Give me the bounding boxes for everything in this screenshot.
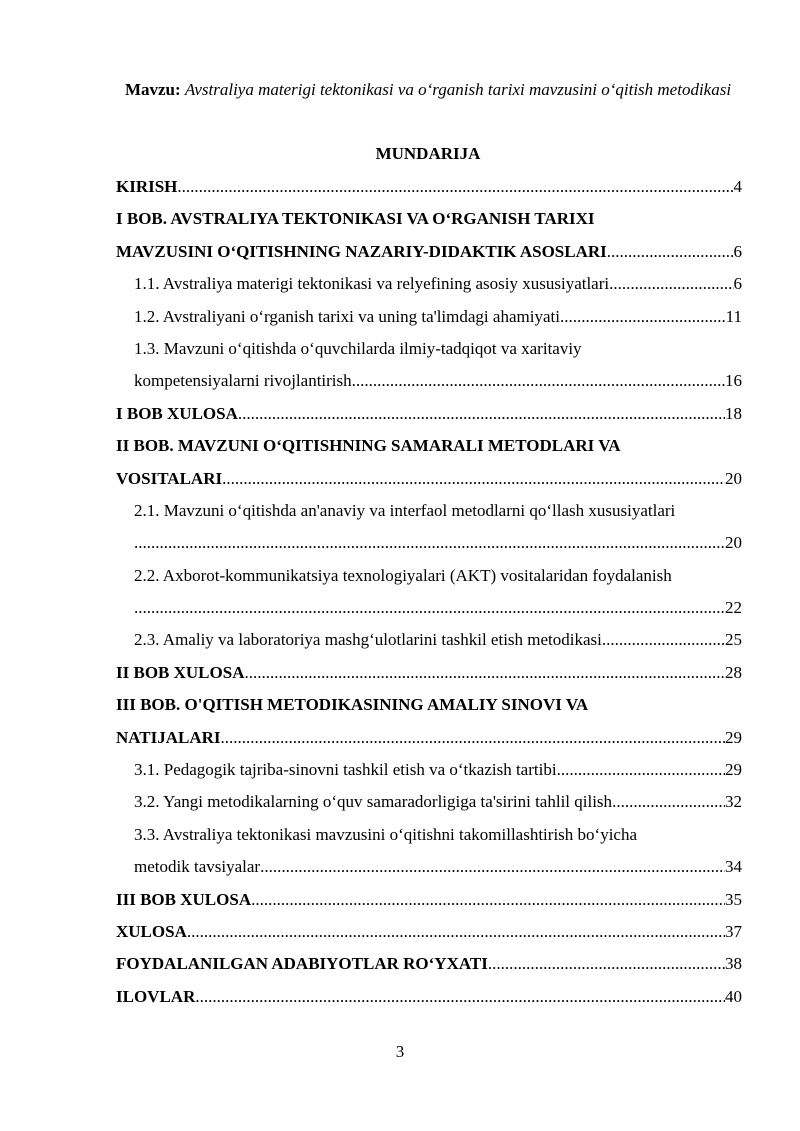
toc-entry-title: III BOB XULOSA xyxy=(116,889,252,909)
topic-label: Mavzu: xyxy=(124,80,181,99)
toc-leader-dots xyxy=(134,592,725,624)
toc-entry-page: 29 xyxy=(725,760,742,780)
toc-entry-page: 4 xyxy=(733,177,742,196)
toc-leader-dots xyxy=(187,916,725,948)
toc-entry xyxy=(116,463,742,495)
toc-entry xyxy=(116,365,742,397)
toc-entry-page: 22 xyxy=(725,598,742,618)
toc-leader-dots xyxy=(177,171,733,203)
toc-entry xyxy=(116,527,742,559)
toc-entry-title: III BOB. O'QITISH METODIKASINING AMALIY SINOVI VA xyxy=(116,695,589,715)
document-topic xyxy=(110,74,746,106)
toc-entry-title: 2.1. Mavzuni o‘qitishda an'anaviy va interfaol metodlarni qo‘llash xususiyatlari xyxy=(134,500,676,520)
toc-leader-dots xyxy=(560,301,726,333)
toc-leader-dots xyxy=(222,463,725,495)
topic-text: Avstraliya materigi tektonikasi va o‘rganish tarixi mavzusini o‘qitish metodikasi xyxy=(184,80,732,99)
toc-entry-title: II BOB. MAVZUNI O‘QITISHNING SAMARALI METODLARI VA xyxy=(116,436,621,456)
toc-heading: MUNDARIJA xyxy=(375,144,481,163)
toc-entry-title: I BOB XULOSA xyxy=(116,403,238,423)
toc-entry-title: ILOVLAR xyxy=(116,986,196,1006)
toc-entry-title: NATIJALARI xyxy=(116,727,221,747)
toc-entry xyxy=(116,268,742,300)
toc-entry-page: 18 xyxy=(725,403,742,423)
toc-leader-dots xyxy=(609,268,733,300)
toc-entry-title: FOYDALANILGAN ADABIYOTLAR RO‘YXATI xyxy=(116,954,488,974)
toc-entry-page: 34 xyxy=(725,857,742,877)
toc-leader-dots xyxy=(221,722,725,754)
toc-entry xyxy=(116,819,742,851)
toc-entry-page: 29 xyxy=(725,727,742,747)
toc-entry-page: 16 xyxy=(725,371,742,391)
toc-entry xyxy=(116,171,742,203)
toc-leader-dots xyxy=(602,624,725,656)
toc-entry xyxy=(116,560,742,592)
toc-entry xyxy=(116,203,742,235)
toc-entry-page: 35 xyxy=(725,889,742,909)
toc-entry xyxy=(116,916,742,948)
toc-leader-dots xyxy=(607,236,734,268)
toc-entry-title: 2.3. Amaliy va laboratoriya mashg‘ulotlarini tashkil etish metodikasi xyxy=(134,630,602,650)
toc-leader-dots xyxy=(134,527,725,559)
toc-leader-dots xyxy=(557,754,725,786)
toc-entry-title: 3.2. Yangi metodikalarning o‘quv samaradorligiga ta'sirini tahlil qilish xyxy=(134,792,613,812)
toc-entry-title: I BOB. AVSTRALIYA TEKTONIKASI VA O‘RGANISH TARIXI xyxy=(116,209,595,229)
toc-entry-title: II BOB XULOSA xyxy=(116,662,245,682)
toc-entry xyxy=(116,236,742,268)
toc-entry xyxy=(116,333,742,365)
toc-entry-title: 2.2. Axborot-kommunikatsiya texnologiyalari (AKT) vositalaridan foydalanish xyxy=(134,565,672,585)
toc-entry-title: metodik tavsiyalar xyxy=(134,857,261,877)
toc-entry-title: XULOSA xyxy=(116,921,187,941)
toc-entry xyxy=(116,592,742,624)
toc-entry-title: 3.1. Pedagogik tajriba-sinovni tashkil etish va o‘tkazish tartibi xyxy=(134,760,557,780)
toc-entry-page: 20 xyxy=(725,468,742,488)
toc-entry-page: 40 xyxy=(725,986,742,1006)
toc-entry xyxy=(116,884,742,916)
toc-entry xyxy=(116,624,742,656)
toc-leader-dots xyxy=(352,365,725,397)
toc-entry-page: 20 xyxy=(725,533,742,553)
toc-entry-title: 3.3. Avstraliya tektonikasi mavzusini o‘qitishni takomillashtirish bo‘yicha xyxy=(134,824,638,844)
toc-entry xyxy=(116,657,742,689)
toc-entry xyxy=(116,722,742,754)
toc-entry xyxy=(116,689,742,721)
toc-entry-title: 1.1. Avstraliya materigi tektonikasi va relyefining asosiy xususiyatlari xyxy=(134,274,610,294)
toc-entry xyxy=(116,430,742,462)
toc-entry-title: MAVZUSINI O‘QITISHNING NAZARIY-DIDAKTIK ASOSLARI xyxy=(116,241,607,261)
toc-entry-page: 37 xyxy=(725,921,742,941)
toc-entry xyxy=(116,398,742,430)
toc-entry-title: 1.3. Mavzuni o‘qitishda o‘quvchilarda ilmiy-tadqiqot va xaritaviy xyxy=(134,338,582,358)
toc-entry-page: 25 xyxy=(725,630,742,650)
toc-leader-dots xyxy=(244,657,725,689)
toc-leader-dots xyxy=(238,398,725,430)
toc-entry xyxy=(116,495,742,527)
toc-leader-dots xyxy=(195,981,725,1013)
toc-entry-page: 28 xyxy=(725,662,742,682)
toc-entry-title: VOSITALARI xyxy=(116,468,223,488)
toc-entry xyxy=(116,786,742,818)
toc-entry-title: KIRISH xyxy=(116,177,178,196)
toc-entry-title: kompetensiyalarni rivojlantirish xyxy=(134,371,352,391)
toc-leader-dots xyxy=(612,786,725,818)
toc-entry-title: 1.2. Avstraliyani o‘rganish tarixi va uning ta'limdagi ahamiyati xyxy=(134,306,560,326)
toc-leader-dots xyxy=(260,851,725,883)
toc-leader-dots xyxy=(488,948,725,980)
table-of-contents xyxy=(116,171,742,1013)
toc-entry xyxy=(116,981,742,1013)
toc-entry xyxy=(116,851,742,883)
toc-entry-page: 11 xyxy=(725,306,742,326)
toc-entry xyxy=(116,301,742,333)
toc-entry-page: 6 xyxy=(733,274,742,294)
toc-entry xyxy=(116,948,742,980)
toc-entry xyxy=(116,754,742,786)
toc-leader-dots xyxy=(251,884,725,916)
toc-entry-page: 6 xyxy=(733,241,742,261)
page-number: 3 xyxy=(395,1042,405,1061)
toc-entry-page: 32 xyxy=(725,792,742,812)
toc-entry-page: 38 xyxy=(725,954,742,974)
